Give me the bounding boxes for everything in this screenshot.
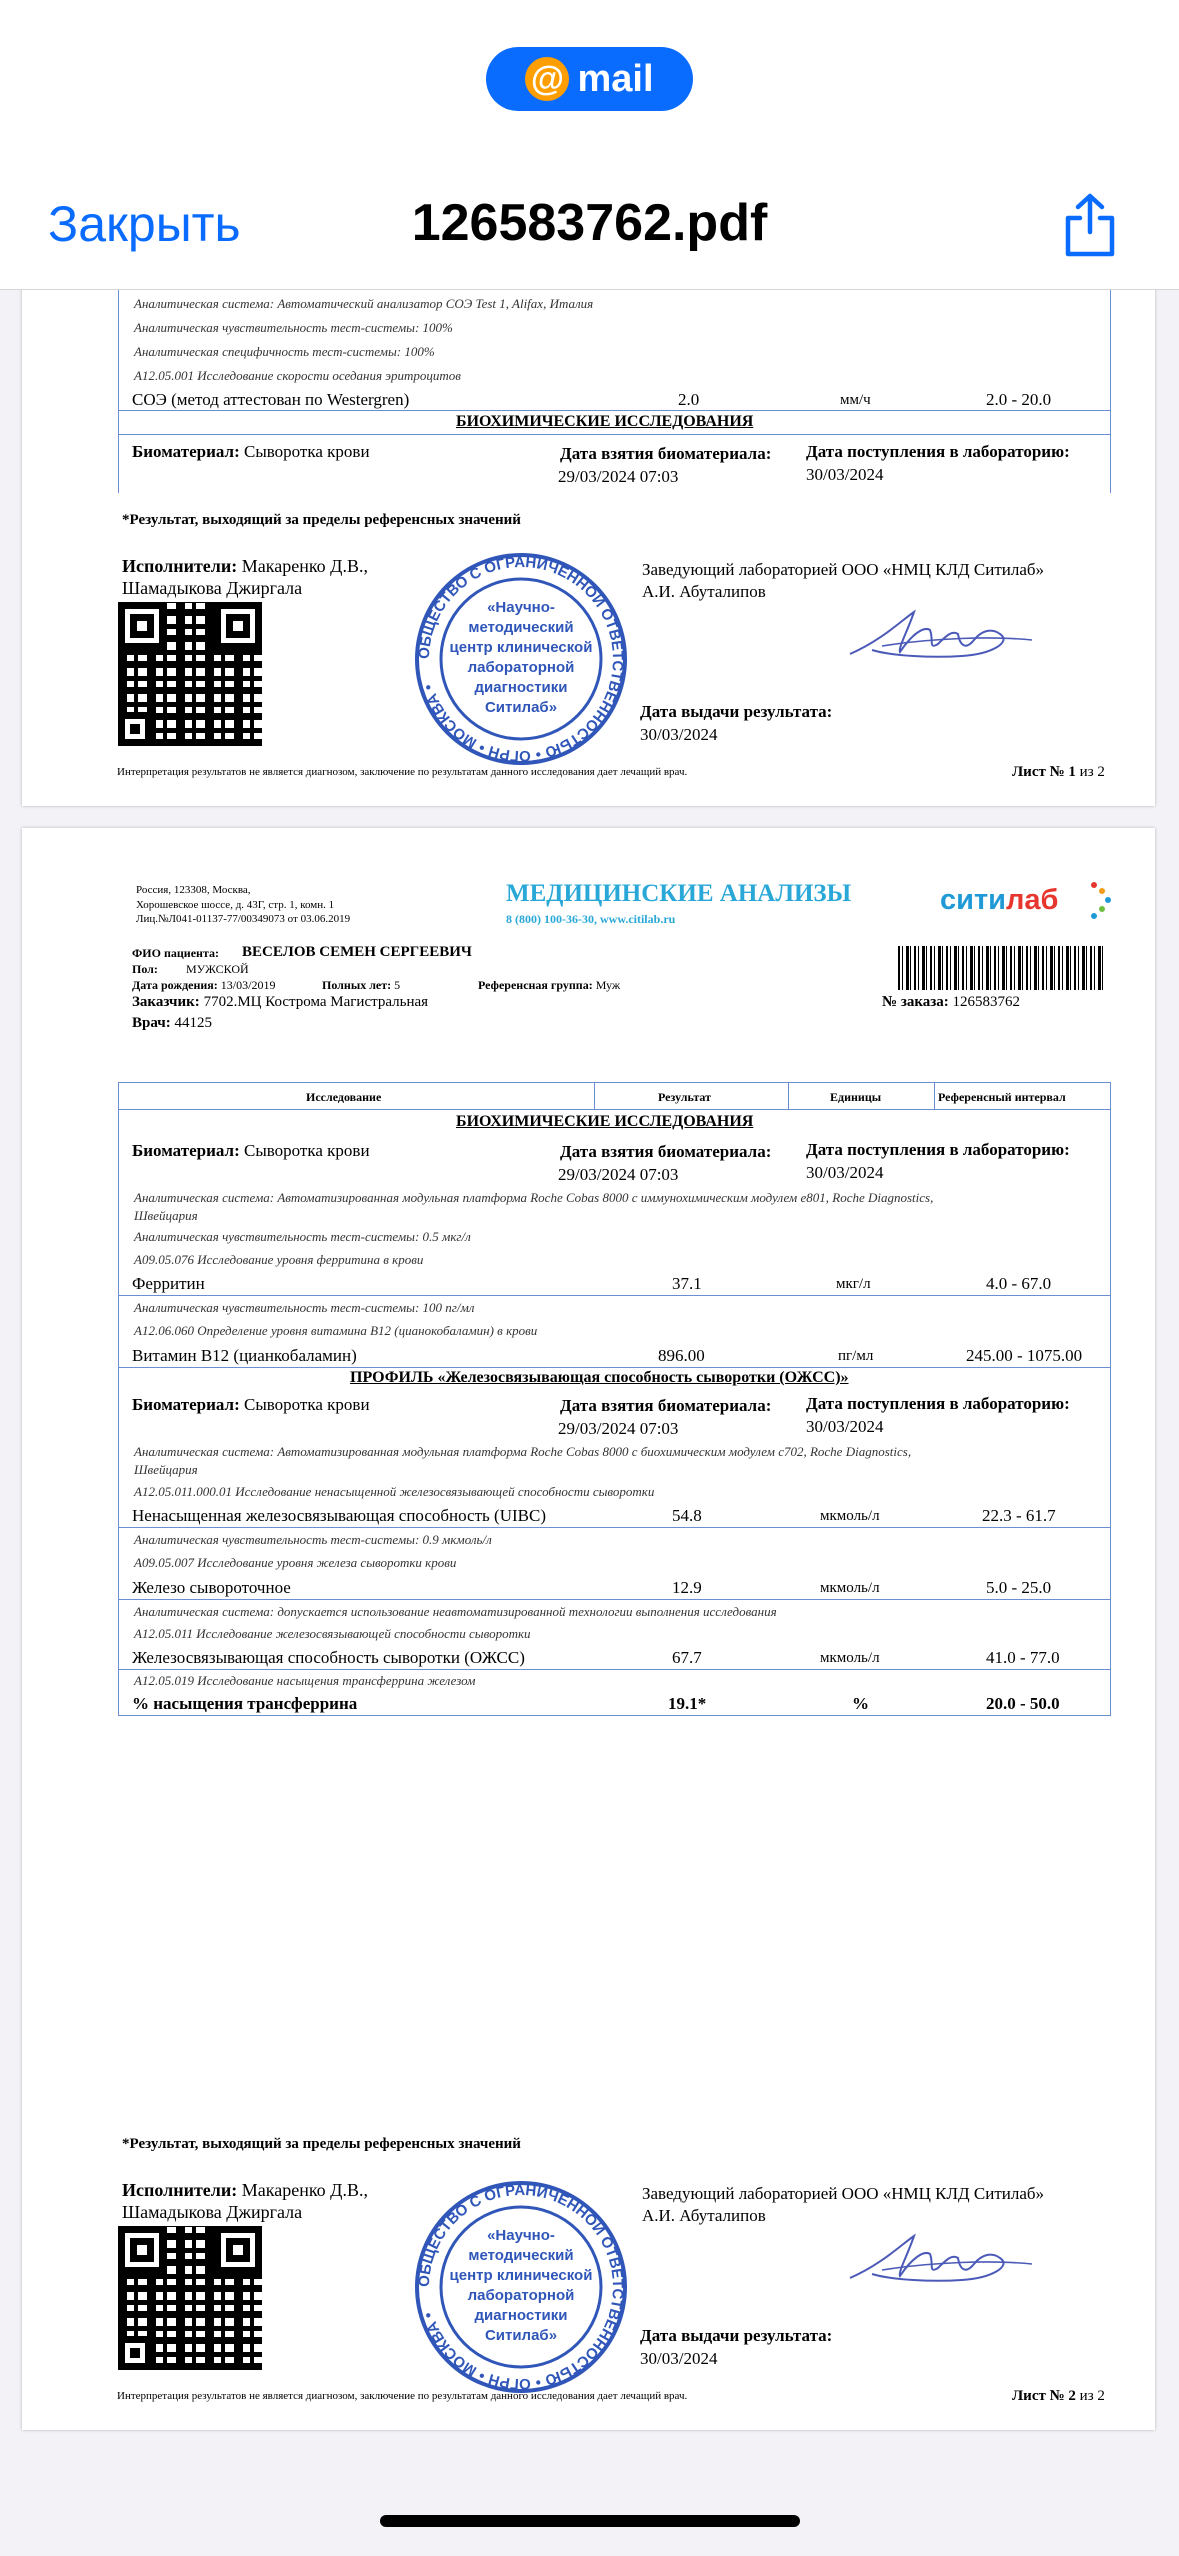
table-divider [118,1669,1111,1670]
test-result: 67.7 [672,1648,702,1667]
performers-label: Исполнители: [122,556,238,576]
stamp-line: диагностики [474,2307,568,2324]
issue-date-label: Дата выдачи результата: [640,2326,833,2345]
test-ref: 2.0 - 20.0 [986,390,1052,409]
logo-part-b: лаб [1006,884,1059,916]
qr-code [118,2226,262,2370]
date-take-value: 29/03/2024 07:03 [558,467,679,486]
file-title: 126583762.pdf [411,194,768,252]
at-icon: @ [525,57,569,101]
test-unit: мкг/л [836,1276,871,1292]
table-divider [118,1367,1111,1368]
date-lab-value: 30/03/2024 [806,1417,884,1436]
col-header-ref: Референсный интервал [938,1090,1066,1104]
barcode [898,946,1106,990]
stamp-line: лабораторной [467,659,575,676]
biomaterial-value: Сыворотка крови [243,442,370,461]
stamp-line: лабораторной [467,2287,575,2304]
meta-line: Аналитическая специфичность тест-системы: 100% [134,344,435,359]
meta-line: A12.06.060 Определение уровня витамина B12 (цианокобаламин) в крови [134,1323,538,1338]
test-ref: 22.3 - 61.7 [982,1506,1056,1525]
col-header-units: Единицы [830,1090,882,1104]
table-border-left [118,290,119,493]
meta-line: A12.05.019 Исследование насыщения трансферрина железом [134,1673,476,1688]
stamp-line: центр клинической [449,2267,593,2284]
performers-2: Шамадыкова Джиргала [122,578,303,598]
issue-date-value: 30/03/2024 [640,725,718,744]
meta-line: Аналитическая система: Автоматический анализатор СОЭ Test 1, Alifax, Италия [134,296,594,311]
test-ref: 5.0 - 25.0 [986,1578,1052,1597]
test-name: СОЭ (метод аттестован по Westergren) [132,390,410,409]
date-take-label: Дата взятия биоматериала: [560,444,772,463]
lab-title: МЕДИЦИНСКИЕ АНАЛИЗЫ [506,880,852,907]
sex-value: МУЖСКОЙ [186,962,249,976]
dob-value: 13/03/2019 [220,978,276,992]
meta-line: Аналитическая система: допускается использование неавтоматизированной технологии выполнения исследования [134,1604,777,1619]
stamp-line: диагностики [474,679,568,696]
meta-line: A09.05.007 Исследование уровня железа сыворотки крови [134,1555,457,1570]
share-icon [1060,190,1120,260]
stamp-outer-text: ОБЩЕСТВО С ОГРАНИЧЕННОЙ ОТВЕТСТВЕННОСТЬЮ • ОГРН • МОСКВА • [415,553,627,765]
close-button[interactable]: Закрыть [48,196,241,252]
meta-line: Швейцария [134,1208,198,1223]
test-name: Витамин B12 (цианкобаламин) [132,1346,357,1365]
section-title: БИОХИМИЧЕСКИЕ ИССЛЕДОВАНИЯ [456,413,754,430]
date-lab-value: 30/03/2024 [806,465,884,484]
issue-date-label: Дата выдачи результата: [640,702,833,721]
footnote: *Результат, выходящий за пределы референсных значений [122,512,521,528]
lab-stamp [414,2180,628,2394]
col-divider [934,1082,935,1109]
customer-label: Заказчик: [132,994,200,1010]
test-unit: мм/ч [840,392,871,408]
doctor-label: Врач: [132,1015,171,1031]
pdf-page-1[interactable] [22,250,1155,806]
test-unit: % [852,1694,869,1713]
col-divider [594,1082,595,1109]
test-result: 2.0 [678,390,700,409]
stamp-outer-text: ОБЩЕСТВО С ОГРАНИЧЕННОЙ ОТВЕТСТВЕННОСТЬЮ • ОГРН • МОСКВА • [415,2181,627,2393]
qr-code [118,602,262,746]
lab-address: Хорошевское шоссе, д. 43Г, стр. 1, комн. 1 [136,899,335,911]
date-lab-label: Дата поступления в лабораторию: [806,442,1070,461]
test-ref: 20.0 - 50.0 [986,1694,1060,1713]
date-lab-label: Дата поступления в лабораторию: [806,1140,1070,1159]
order-value: 126583762 [952,994,1021,1010]
section-title: БИОХИМИЧЕСКИЕ ИССЛЕДОВАНИЯ [456,1113,754,1130]
section-title: ПРОФИЛЬ «Железосвязывающая способность сыворотки (ОЖСС)» [350,1369,849,1386]
sheet-number: 1 [1068,764,1076,780]
col-header-test: Исследование [306,1090,382,1104]
citilab-logo [940,884,1058,917]
issue-date-value: 30/03/2024 [640,2349,718,2368]
test-result: 896.00 [658,1346,705,1365]
performers-1: Макаренко Д.В., [241,556,368,576]
test-unit: мкмоль/л [820,1508,880,1524]
date-lab-label: Дата поступления в лабораторию: [806,1394,1070,1413]
sex-label: Пол: [132,962,158,976]
stamp-line: «Научно- [487,2227,555,2244]
table-border-right [1110,290,1111,493]
col-divider [788,1082,789,1109]
pdf-page-2[interactable] [22,828,1155,2430]
test-name: Ненасыщенная железосвязывающая способность (UIBC) [132,1506,546,1525]
table-divider [118,434,1111,435]
meta-line: Швейцария [134,1462,198,1477]
stamp-line: центр клинической [449,639,593,656]
disclaimer: Интерпретация результатов не является диагнозом, заключение по результатам данного исследования дает лечащий врач. [117,766,688,778]
head-name: А.И. Абуталипов [642,582,766,601]
sheet-of: из 2 [1079,2388,1105,2404]
signature [842,2224,1042,2294]
sheet-number: 2 [1068,2388,1076,2404]
biomaterial-label: Биоматериал: [132,442,240,461]
doctor-value: 44125 [174,1015,212,1031]
performers-2: Шамадыкова Джиргала [122,2202,303,2222]
test-ref: 245.00 - 1075.00 [966,1346,1083,1365]
meta-line: Аналитическая чувствительность тест-системы: 100 пг/мл [134,1300,475,1315]
test-name: Железосвязывающая способность сыворотки (ОЖСС) [132,1648,525,1667]
disclaimer: Интерпретация результатов не является диагнозом, заключение по результатам данного исследования дает лечащий врач. [117,2390,688,2402]
lab-address: Россия, 123308, Москва, [136,884,251,896]
meta-line: A12.05.011.000.01 Исследование ненасыщенной железосвязывающей способности сыворотки [134,1484,655,1499]
meta-line: Аналитическая чувствительность тест-системы: 0.5 мкг/л [134,1229,471,1244]
meta-line: Аналитическая система: Автоматизированная модульная платформа Roche Cobas 8000 с иммунохимическим модулем e801, Roche Diagnostics, [134,1190,934,1205]
table-divider [118,1295,1111,1296]
ref-group-label: Референсная группа: [478,978,593,992]
table-divider [118,1599,1111,1600]
biomaterial-label: Биоматериал: [132,1141,240,1160]
patient-label: ФИО пациента: [132,946,219,960]
stamp-line: Ситилаб» [484,2327,558,2344]
test-name: Ферритин [132,1274,205,1293]
meta-line: Аналитическая чувствительность тест-системы: 0.9 мкмоль/л [134,1532,492,1547]
performers-1: Макаренко Д.В., [241,2180,368,2200]
head-name: А.И. Абуталипов [642,2206,766,2225]
test-result-flagged: 19.1* [668,1694,707,1713]
stamp-line: методический [468,619,574,636]
test-ref: 41.0 - 77.0 [986,1648,1060,1667]
ref-group-value: Муж [595,978,621,992]
test-unit: мкмоль/л [820,1650,880,1666]
meta-line: A09.05.076 Исследование уровня ферритина в крови [134,1252,424,1267]
table-divider [118,1109,1111,1110]
test-result: 12.9 [672,1578,702,1597]
stamp-line: «Научно- [487,599,555,616]
head-title: Заведующий лабораторией ООО «НМЦ КЛД Ситилаб» [642,2184,1045,2203]
table-divider [118,410,1111,411]
footnote: *Результат, выходящий за пределы референсных значений [122,2136,521,2152]
logo-part-a: сити [940,884,1006,916]
date-lab-value: 30/03/2024 [806,1163,884,1182]
date-take-label: Дата взятия биоматериала: [560,1396,772,1415]
test-ref: 4.0 - 67.0 [986,1274,1052,1293]
sheet-label: Лист № [1012,2388,1065,2404]
lab-license: Лиц.№Л041-01137-77/00349073 от 03.06.2019 [136,913,351,925]
test-name: Железо сывороточное [132,1578,291,1597]
share-button[interactable] [1060,190,1120,260]
top-bar [0,0,1179,290]
biomaterial-value: Сыворотка крови [243,1141,370,1160]
biomaterial-label: Биоматериал: [132,1395,240,1414]
performers-label: Исполнители: [122,2180,238,2200]
customer-value: 7702.МЦ Кострома Магистральная [203,994,429,1010]
age-label: Полных лет: [322,978,392,992]
home-indicator[interactable] [380,2515,800,2527]
test-unit: мкмоль/л [820,1580,880,1596]
biomaterial-value: Сыворотка крови [243,1395,370,1414]
date-take-label: Дата взятия биоматериала: [560,1142,772,1161]
lab-contacts: 8 (800) 100-36-30, www.citilab.ru [506,912,676,926]
brand-label: mail [577,57,654,100]
patient-value: ВЕСЕЛОВ СЕМЕН СЕРГЕЕВИЧ [242,944,472,960]
test-result: 54.8 [672,1506,702,1525]
logo-dots-icon [1088,880,1114,924]
col-header-result: Результат [658,1090,712,1104]
order-label: № заказа: [882,994,949,1010]
table-divider [118,1527,1111,1528]
meta-line: A12.05.011 Исследование железосвязывающей способности сыворотки [134,1626,531,1641]
age-value: 5 [394,978,401,992]
meta-line: Аналитическая чувствительность тест-системы: 100% [134,320,453,335]
signature [842,600,1042,670]
date-take-value: 29/03/2024 07:03 [558,1419,679,1438]
stamp-line: методический [468,2247,574,2264]
head-title: Заведующий лабораторией ООО «НМЦ КЛД Ситилаб» [642,560,1045,579]
lab-stamp [414,552,628,766]
test-result: 37.1 [672,1274,702,1293]
meta-line: Аналитическая система: Автоматизированная модульная платформа Roche Cobas 8000 с биохимическим модулем c702, Roche Diagnostics, [134,1444,912,1459]
meta-line: A12.05.001 Исследование скорости оседания эритроцитов [134,368,461,383]
date-take-value: 29/03/2024 07:03 [558,1165,679,1184]
test-name: % насыщения трансферрина [132,1694,358,1713]
sheet-label: Лист № [1012,764,1065,780]
dob-label: Дата рождения: [132,978,218,992]
test-unit: пг/мл [838,1348,874,1364]
sheet-of: из 2 [1079,764,1105,780]
mail-brand-badge[interactable] [486,47,693,111]
stamp-line: Ситилаб» [484,699,558,716]
